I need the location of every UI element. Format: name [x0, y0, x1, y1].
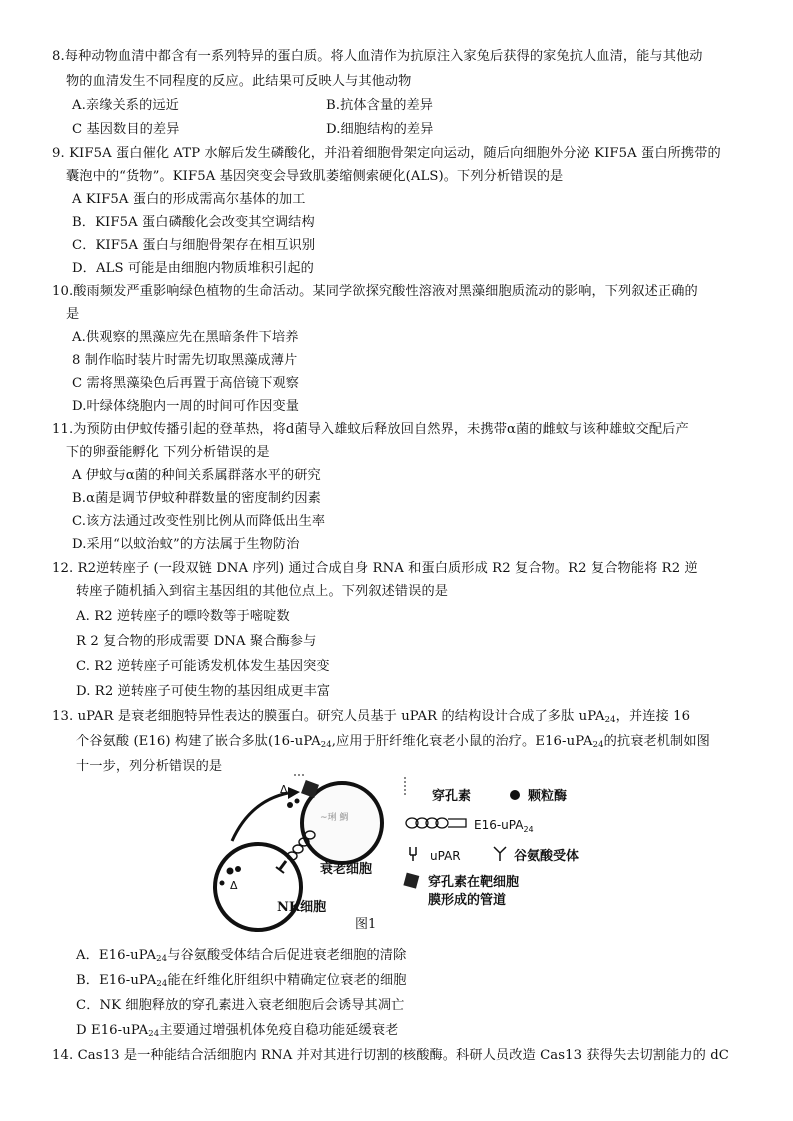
legend-channel-label-2: 膜形成的管道	[428, 893, 507, 908]
q9-option-c: C．KIF5A 蛋白与细胞骨架存在相互识别	[72, 238, 316, 253]
figure-1-diagram	[190, 773, 630, 933]
q12-option-b: R 2 复合物的形成需要 DNA 聚合酶参与	[76, 634, 317, 649]
q13-option-a: A．E16-uPA$_{24}$与谷氨酸受体结合后促进衰老细胞的清除	[76, 948, 407, 964]
legend-granzyme-label: 颗粒酶	[528, 789, 568, 804]
q13-option-d: D E16-uPA$_{24}$主要通过增强机体免疫自稳功能延缓衰老	[76, 1023, 399, 1039]
q8-option-d: D.细胞结构的差异	[326, 122, 434, 137]
q10-option-c: C 需将黑藻染色后再置于高倍镜下观察	[72, 376, 300, 391]
nk-cell	[215, 844, 301, 930]
q10-option-a: A.供观察的黑藻应先在黑暗条件下培养	[72, 330, 299, 345]
granzyme-dot	[235, 866, 241, 872]
q8-stem-line2: 物的血清发生不同程度的反应。此结果可反映人与其他动物	[66, 74, 412, 89]
q10-stem-line2: 是	[66, 307, 80, 322]
q12-stem-line1: 12. R2逆转座子 (一段双链 DNA 序列) 通过合成自身 RNA 和蛋白质形成 R2 复合物。R2 复合物能将 R2 逆	[52, 561, 698, 576]
q8-stem-line1: 8.每种动物血清中都含有一系列特异的蛋白质。将人血清作为抗原注入家兔后获得的家兔抗人血清，能与其他动	[52, 49, 703, 64]
q8-option-b: B.抗体含量的差异	[326, 98, 434, 113]
q9-stem-line2: 囊泡中的“货物”。KIF5A 基因突变会导致肌萎缩侧索硬化(ALS)。下列分析错误的是	[66, 169, 564, 184]
q12-option-a: A. R2 逆转座子的嘌呤数等于嘧啶数	[76, 609, 290, 624]
q13-stem-line3: 十一步，列分析错误的是	[76, 759, 223, 774]
release-arrow	[232, 793, 288, 841]
q10-stem-line1: 10.酸雨频发严重影响绿色植物的生命活动。某同学欲探究酸性溶液对黑藻细胞质流动的影响，下列叙述正确的	[52, 284, 698, 299]
legend-channel-icon	[403, 873, 419, 889]
senescent-cell-label: 衰老细胞	[320, 862, 373, 877]
q12-option-d: D. R2 逆转座子可使生物的基因组成更丰富	[76, 684, 331, 699]
granzyme-dot	[295, 799, 300, 804]
q8-option-a: A.亲缘关系的远近	[72, 98, 179, 113]
q11-option-b: B.α菌是调节伊蚊种群数量的密度制约因素	[72, 491, 321, 506]
triangle-marker-top: Δ	[280, 783, 288, 796]
legend-upar-icon	[410, 847, 416, 861]
q10-option-b: 8 制作临时装片时需先切取黑藻成薄片	[72, 353, 298, 368]
figure-legend	[403, 777, 579, 908]
legend-upar-label: uPAR	[430, 849, 461, 863]
q8-option-c: C 基因数目的差异	[72, 122, 180, 137]
q12-stem-line2: 转座子随机插入到宿主基因组的其他位点上。下列叙述错误的是	[76, 584, 449, 599]
q11-stem-line1: 11.为预防由伊蚊传播引起的登革热，将d菌导入雄蚊后释放回自然界，未携带α菌的雌蚊与该种雄蚊交配后产	[52, 422, 689, 437]
granzyme-dot	[220, 881, 225, 886]
q9-stem-line1: 9. KIF5A 蛋白催化 ATP 水解后发生磷酸化，并沿着细胞骨架定向运动，随后向细胞外分泌 KIF5A 蛋白所携带的	[52, 146, 721, 161]
q11-stem-line2: 下的卵蚕能孵化 下列分析错误的是	[66, 445, 270, 460]
q9-option-d: D．ALS 可能是由细胞内物质堆积引起的	[72, 261, 314, 276]
q11-option-c: C.该方法通过改变性别比例从而降低出生率	[72, 514, 326, 529]
q9-option-a: A KIF5A 蛋白的形成需高尔基体的加工	[72, 192, 306, 207]
q13-option-b: B．E16-uPA$_{24}$能在纤维化肝组织中精确定位衰老的细胞	[76, 973, 407, 989]
granzyme-dot	[227, 868, 234, 875]
legend-e16-label: E16-uPA$_{24}$	[474, 818, 534, 834]
legend-receptor-label: 谷氨酸受体	[514, 849, 580, 864]
legend-receptor-icon	[494, 847, 506, 861]
legend-perforin-label: 穿孔素	[432, 789, 472, 804]
nk-cell-label: NK细胞	[277, 900, 327, 915]
figure-caption: 图1	[355, 917, 377, 932]
q9-option-b: B．KIF5A 蛋白磷酸化会改变其空调结构	[72, 215, 315, 230]
q13-stem-line2: 个谷氨酸 (E16) 构建了嵌合多肽(16-uPA$_{24}$,应用于肝纤维化衰老小鼠的治疗。E16-uPA$_{24}$的抗衰老机制如图	[76, 734, 710, 750]
triangle-marker: Δ	[230, 879, 238, 892]
legend-channel-label-1: 穿孔素在靶细胞	[428, 875, 520, 890]
q11-option-a: A 伊蚊与α菌的种间关系属群落水平的研究	[72, 468, 321, 483]
legend-e16-icon	[406, 818, 466, 828]
q12-option-c: C. R2 逆转座子可能诱发机体发生基因突变	[76, 659, 330, 674]
arrow-head	[288, 787, 300, 799]
q10-option-d: D.叶绿体绕胞内一周的时间可作因变量	[72, 399, 300, 414]
granzyme-dot	[287, 802, 293, 808]
q13-stem-line1: 13. uPAR 是衰老细胞特异性表达的膜蛋白。研究人员基于 uPAR 的结构设计合成了多肽 uPA$_{24}$，并连接 16	[52, 709, 691, 725]
senescent-cell-label-faint: ~琍 鯛	[320, 813, 349, 823]
q11-option-d: D.采用“以蚊治蚊”的方法属于生物防治	[72, 537, 300, 552]
q13-option-c: C．NK 细胞释放的穿孔素进入衰老细胞后会诱导其凋亡	[76, 998, 405, 1013]
q14-stem-line1: 14. Cas13 是一种能结合活细胞内 RNA 并对其进行切割的核酸酶。科研人员改造 Cas13 获得失去切割能力的 dC	[52, 1048, 729, 1063]
legend-granzyme-icon	[510, 790, 520, 800]
